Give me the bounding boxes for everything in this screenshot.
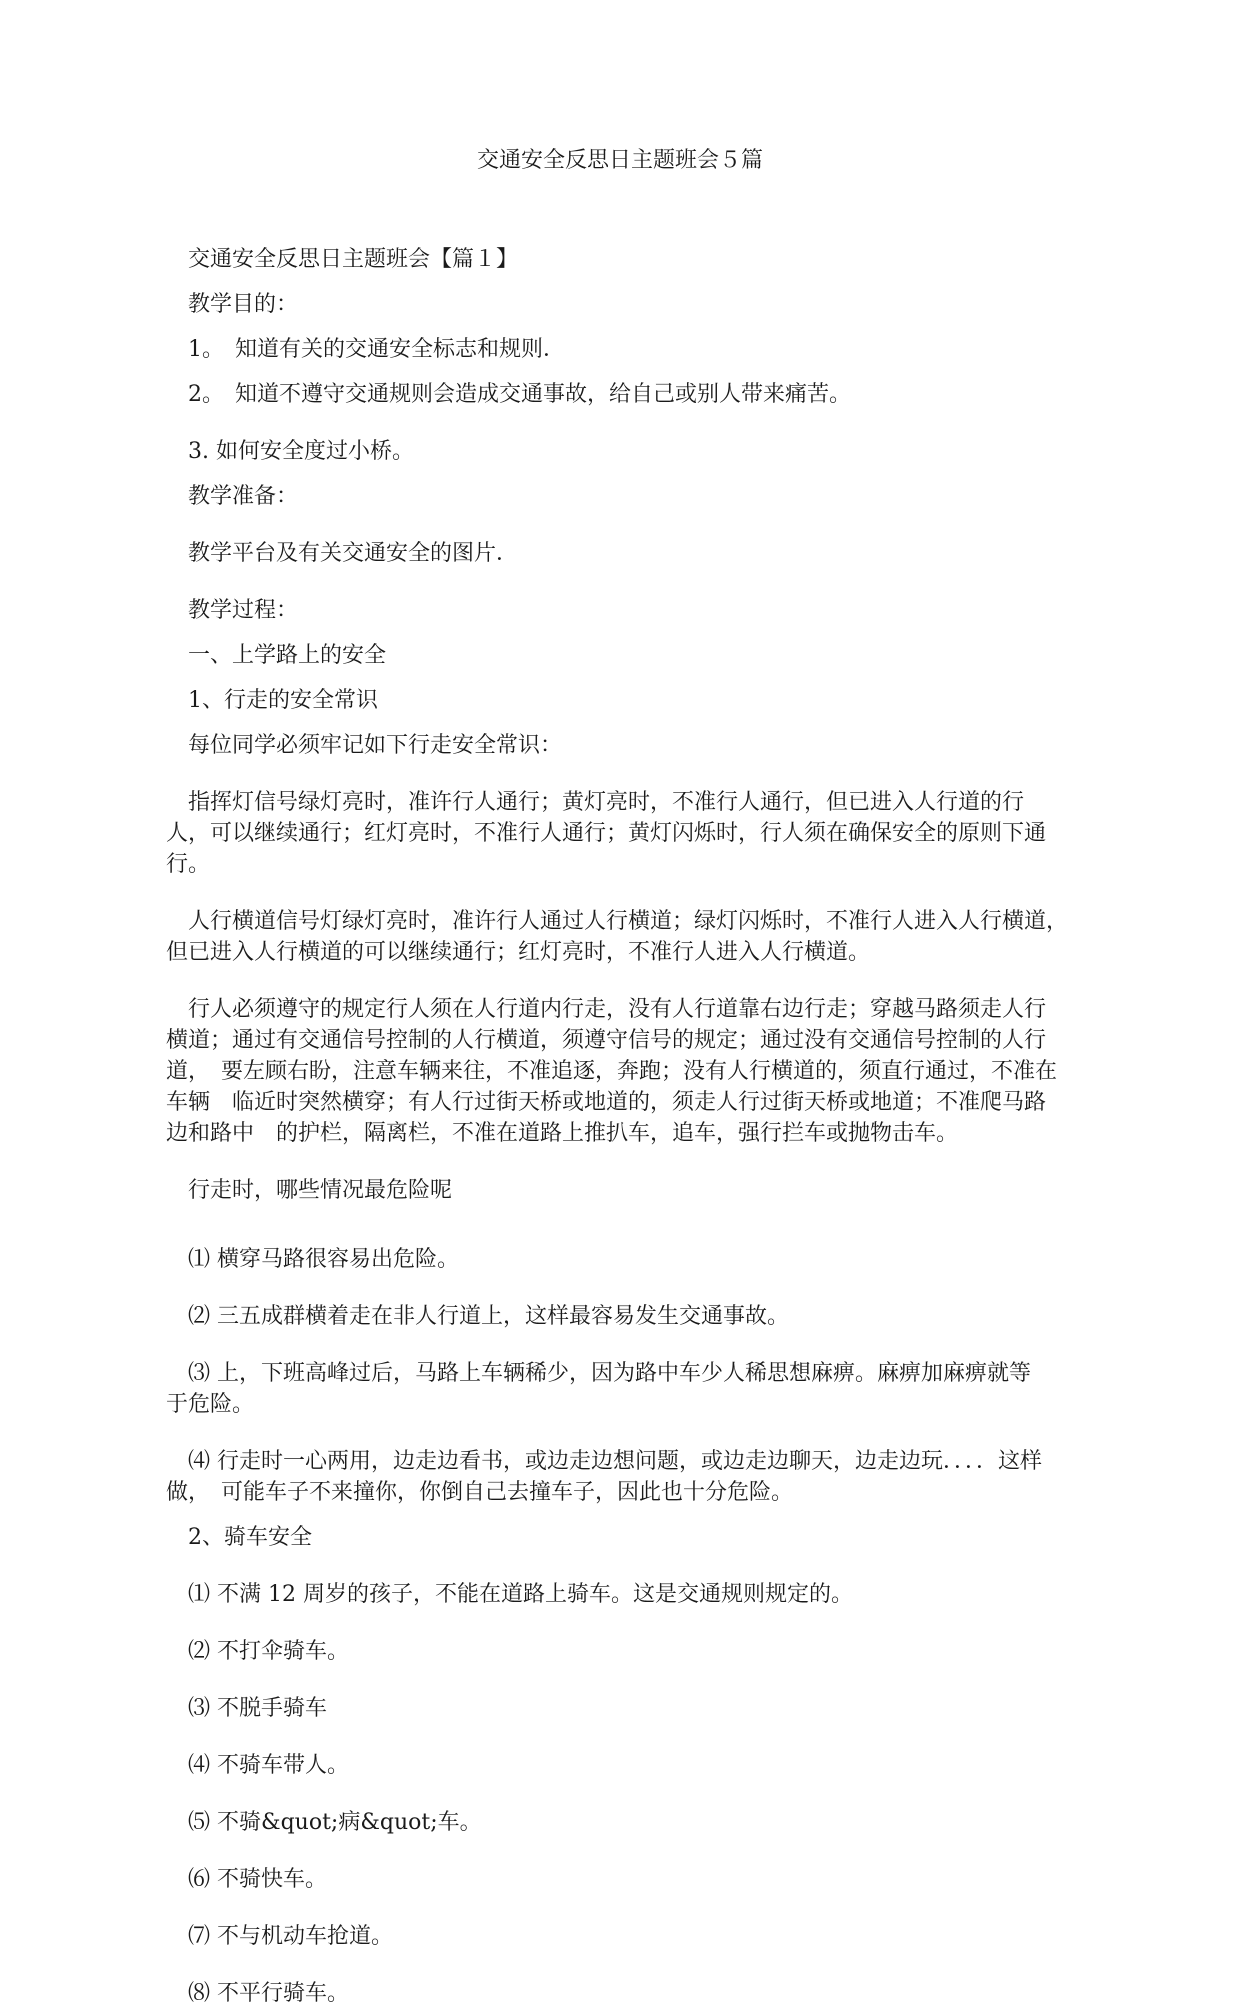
text-line: 教学过程：	[188, 598, 299, 623]
text-line: 教学目的：	[188, 292, 299, 317]
paragraph: 指挥灯信号绿灯亮时，准许行人通行；黄灯亮时，不准行人通行，但已进入人行道的行人，可以继续通行；红灯亮时，不准行人通行；黄灯闪烁时，行人须在确保安全的原则下通行。	[166, 790, 1047, 877]
text-line: 教学平台及有关交通安全的图片．	[188, 541, 519, 566]
section-heading: 交通安全反思日主题班会【篇１】	[188, 247, 519, 272]
list-item: ⑴ 横穿马路很容易出危险。	[188, 1247, 459, 1272]
list-item: ⑵ 不打伞骑车。	[188, 1639, 349, 1664]
list-item: ⑹ 不骑快车。	[188, 1867, 327, 1892]
paragraph: 人行横道信号灯绿灯亮时，准许行人通过人行横道；绿灯闪烁时，不准行人进入人行横道， 但已进入人行横道的可以继续通行；红灯亮时，不准行人进入人行横道。	[166, 909, 1080, 965]
document-title: 交通安全反思日主题班会５篇	[476, 148, 763, 173]
paragraph: 行人必须遵守的规定行人须在人行道内行走，没有人行道靠右边行走；穿越马路须走人行横道；通过有交通信号控制的人行横道，须遵守信号的规定；通过没有交通信号控制的人行道， 要左顾右盼，注意车辆来往，不准追逐，奔跑；没有人行横道的，须直行通过，不准在车辆 临近时突然横穿；有人行过街天桥或地道的，须走人行过街天桥或地道；不准爬马路边和路中 的护栏，隔离栏，不准在道路上推扒车，追车，强行拦车或抛物击车。	[166, 997, 1058, 1146]
list-item: 1。 知道有关的交通安全标志和规则．	[188, 337, 565, 362]
list-item: ⑶ 不脱手骑车	[188, 1696, 327, 1721]
list-item: ⑶ 上，下班高峰过后，马路上车辆稀少，因为路中车少人稀思想麻痹。麻痹加麻痹就等 于危险。	[166, 1361, 1054, 1417]
list-item: ⑺ 不与机动车抢道。	[188, 1924, 393, 1949]
list-item: ⑷ 行走时一心两用，边走边看书，或边走边想问题，或边走边聊天，边走边玩．．．．这样做， 可能车子不来撞你，你倒自己去撞车子，因此也十分危险。	[166, 1449, 1042, 1505]
text-line: 教学准备：	[188, 484, 299, 509]
text-line: 2、骑车安全	[188, 1525, 312, 1550]
list-item: ⑷ 不骑车带人。	[188, 1753, 349, 1778]
text-line: 行走时，哪些情况最危险呢	[188, 1178, 453, 1203]
list-item: ⑻ 不平行骑车。	[188, 1981, 349, 2006]
list-item: ⑸ 不骑&quot;病&quot;车。	[188, 1810, 482, 1835]
text-line: 1、行走的安全常识	[188, 688, 378, 713]
list-item: ⑵ 三五成群横着走在非人行道上，这样最容易发生交通事故。	[188, 1304, 789, 1329]
list-item: ⑴ 不满 12 周岁的孩子，不能在道路上骑车。这是交通规则规定的。	[188, 1582, 853, 1607]
text-line: 每位同学必须牢记如下行走安全常识：	[188, 733, 563, 758]
list-item: 2。 知道不遵守交通规则会造成交通事故，给自己或别人带来痛苦。	[188, 382, 851, 407]
list-item: 3. 如何安全度过小桥。	[188, 439, 414, 464]
text-line: 一、上学路上的安全	[188, 643, 387, 668]
document-body	[166, 244, 1080, 2009]
